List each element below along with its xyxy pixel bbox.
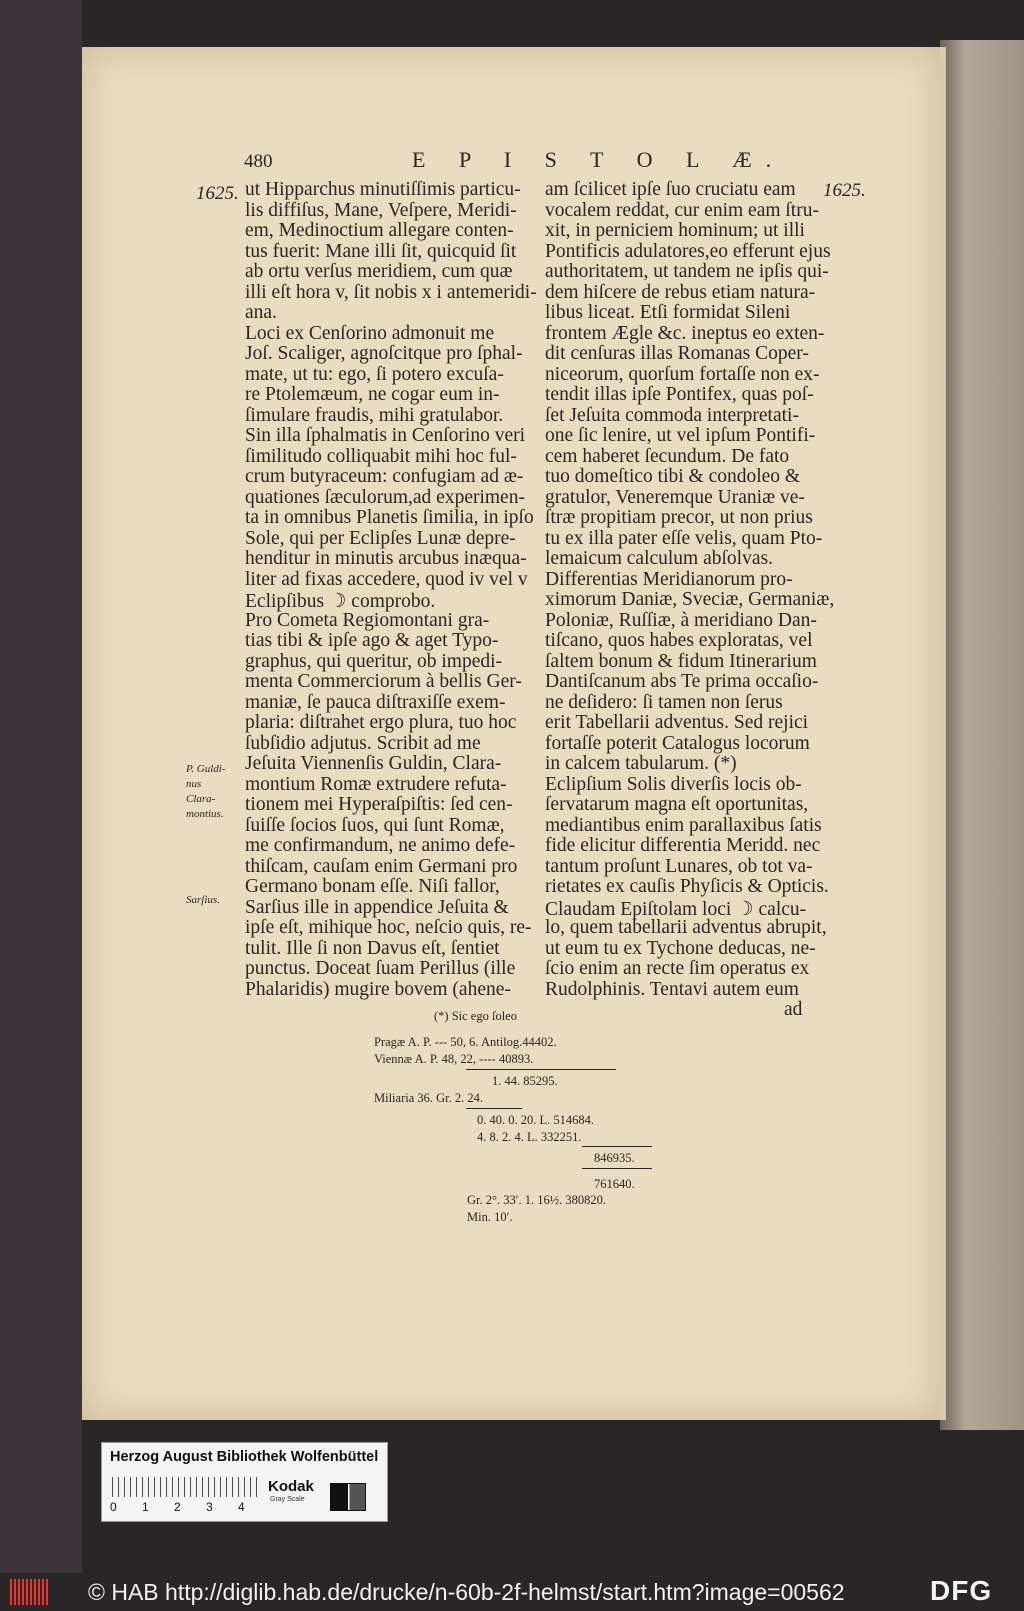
text-line: em, Medinoctium allegare conten- [245,220,514,241]
text-line: ſcio enim an recte ſim operatus ex [545,958,810,979]
text-line: Phalaridis) mugire bovem (ahene- [245,978,511,1000]
text-line: Loci ex Cenſorino admonuit me [245,322,495,344]
scan-background-left [0,0,82,1611]
text-line: am ſcilicet ipſe ſuo cruciatu eam [545,179,796,200]
table-rule [582,1146,652,1147]
text-line: Jeſuita Viennenſis Guldin, Clara- [245,753,502,774]
kodak-subtitle: Gray Scale [270,1496,305,1503]
text-line: Pro Cometa Regiomontani gra- [245,609,490,631]
text-line: tionem mei Hyperaſpiſtis: ſed cen- [245,794,513,815]
text-line: quationes ſæculorum,ad experimen- [245,486,525,508]
text-line: ut eum tu ex Tychone deducas, ne- [545,937,816,959]
text-line: tendit illas ipſe Pontifex, quas poſ- [545,384,814,405]
text-line: ab ortu verſus meridiem, cum quæ [245,261,513,282]
dfg-logo: DFG [930,1575,993,1606]
text-line: tantum proſunt Lunares, ob tot va- [545,855,813,877]
text-line: gratulor, Veneremque Uraniæ ve- [545,486,805,508]
scale-ruler [112,1477,262,1497]
text-line: liter ad fixas accedere, quod iv vel v [245,568,528,590]
text-line: erit Tabellarii adventus. Sed rejici [545,712,809,733]
text-line: vocalem reddat, cur enim eam ſtru- [545,199,819,221]
table-row: Min. 10′. [467,1210,513,1224]
text-line: rietates ex cauſis Phyſicis & Opticis. [545,876,829,897]
text-line: re Ptolemæum, ne cogar eum in- [245,384,500,405]
text-line: lis diffiſus, Mane, Veſpere, Meridi- [245,199,517,221]
library-name: Herzog August Bibliothek Wolfenbüttel [110,1449,379,1465]
footer-url[interactable]: © HAB http://diglib.hab.de/drucke/n-60b-2f-helmst/start.htm?image=00562 [88,1579,845,1605]
margin-note-sarsius: Sarſius. [186,894,220,906]
text-line: one ſic lenire, ut vel ipſum Pontifi- [545,425,816,446]
text-line: xit, in perniciem hominum; ut illi [545,220,805,241]
text-line: fide elicitur differentia Meridd. nec [545,835,821,856]
footnote-heading: (*) Sic ego ſoleo [434,1009,517,1023]
text-line: crum butyraceum: confugiam ad æ- [245,466,524,487]
table-rule [582,1168,652,1169]
text-line: tu ex illa pater eſſe velis, quam Pto- [545,527,823,549]
text-line: libus liceat. Etſi formidat Sileni [545,302,791,323]
text-line: maniæ, ſe pauca diſtraxiſſe exem- [245,691,506,713]
text-line: cem haberet ſecundum. De fato [545,445,790,467]
table-row: 761640. [594,1177,635,1191]
text-line: tias tibi & ipſe ago & aget Typo- [245,630,499,651]
text-line: Eclipſibus ☽ comprobo. [245,591,436,612]
table-row: Viennæ A. P. 48, 22, ---- 40893. [374,1052,534,1066]
text-line: tiſcano, quos habes exploratas, vel [545,630,813,651]
text-line: Sole, qui per Eclipſes Lunæ depre- [245,527,516,549]
table-row: 846935. [594,1151,635,1165]
text-line: ſervatarum magna eſt oportunitas, [545,794,809,815]
text-line: dem hiſcere de rebus etiam natura- [545,281,816,303]
kodak-brand: Kodak [268,1478,314,1495]
text-line: ſimulare fraudis, mihi gratulabor. [245,404,504,426]
book-page [82,47,946,1420]
text-line: thiſcam, cauſam enim Germani pro [245,855,518,877]
text-line: Joſ. Scaliger, agnoſcitque pro ſphal- [245,343,523,364]
table-rule [466,1069,616,1070]
text-line: ſuiſſe ſocios ſuos, qui ſunt Romæ, [245,814,505,836]
text-line: menta Commerciorum à bellis Ger- [245,671,522,692]
text-line: authoritatem, ut tandem ne ipſis qui- [545,261,829,282]
barcode-icon [10,1579,50,1605]
running-title: E P I S T O L Æ. [412,147,786,172]
text-line: punctus. Doceat ſuam Perillus (ille [245,958,516,979]
text-line: plaria: diſtrahet ergo plura, tuo hoc [245,712,517,733]
table-row: 1. 44. 85295. [492,1074,558,1088]
text-line: tulit. Ille ſi non Davus eſt, ſentiet [245,937,500,959]
year-left: 1625. [196,183,239,204]
text-line: ne deſidero: ſi tamen non ſerus [545,691,783,713]
text-line: Eclipſium Solis diverſis locis ob- [545,773,802,795]
text-line: lemaicum calculum abſolvas. [545,548,773,569]
text-line: ſaltem bonum & fidum Itinerarium [545,650,817,672]
text-line: Claudam Epiſtolam loci ☽ calcu- [545,898,807,920]
margin-note-guldinus: P. Guldi- nus Clara- montius. [186,763,226,820]
scale-numbers: 0 1 2 3 4 [110,1500,245,1514]
library-label-card [101,1442,388,1522]
text-line: montium Romæ extrudere refuta- [245,773,507,795]
text-line: ſubſidio adjutus. Scribit ad me [245,732,481,754]
text-line: ſtræ propitiam precor, ut non prius [545,507,813,528]
text-line: niceorum, quorſum fortaſſe non ex- [545,363,820,385]
text-line: ſet Jeſuita commoda interpretati- [545,404,799,426]
text-line: ximorum Daniæ, Sveciæ, Germaniæ, [545,589,835,610]
year-right: 1625. [823,180,866,201]
text-line: tuo domeſtico tibi & condoleo & [545,466,801,487]
page-number: 480 [244,151,273,172]
text-line: Pontificis adulatores,eo efferunt ejus [545,240,831,262]
text-line: ut Hipparchus minutiſſimis particu- [245,179,521,200]
gray-scale-swatch [330,1483,366,1511]
table-row: Pragæ A. P. --- 50, 6. Antilog.44402. [374,1035,557,1049]
text-line: Differentias Meridianorum pro- [545,568,793,590]
text-line: tus fuerit: Mane illi ſit, quicquid ſit [245,240,517,262]
text-line: graphus, qui queritur, ob impedi- [245,650,503,672]
text-line: ta in omnibus Planetis ſimilia, in ipſo [245,507,534,528]
text-line: illi eſt hora v, ſit nobis x i antemeridi- [245,281,537,303]
text-line: ad [784,999,803,1020]
adjacent-page-edge [940,40,1024,1430]
text-line: henditur in minutis arcubus inæqua- [245,548,527,569]
text-line: Sin illa ſphalmatis in Cenſorino veri [245,425,526,446]
text-line: in calcem tabularum. (*) [545,753,737,774]
footer-bar [0,1573,1024,1611]
text-line: Dantiſcanum abs Te prima occaſio- [545,671,819,692]
table-row: Miliaria 36. Gr. 2. 24. [374,1091,484,1105]
table-row: 0. 40. 0. 20. L. 514684. [477,1113,595,1127]
text-line: ipſe eſt, mihique hoc, neſcio quis, re- [245,917,532,938]
text-line: dit cenſuras illas Romanas Coper- [545,343,809,364]
text-line: Sarſius ille in appendice Jeſuita & [245,896,509,918]
text-line: lo, quem tabellarii adventus abrupit, [545,917,827,938]
text-line: ana. [245,302,277,323]
text-line: frontem Ægle &c. ineptus eo exten- [545,322,825,344]
text-line: Rudolphinis. Tentavi autem eum [545,978,799,1000]
text-line: me confirmandum, ne animo defe- [245,835,516,856]
text-line: Germano bonam eſſe. Niſi fallor, [245,876,500,897]
text-line: mate, ut tu: ego, ſi potero excuſa- [245,363,504,385]
table-rule [466,1108,522,1109]
text-line: ſimilitudo colliquabit mihi hoc ful- [245,445,517,467]
table-row: Gr. 2°. 33′. 1. 16½. 380820. [467,1193,606,1207]
text-line: Poloniæ, Ruſſiæ, à meridiano Dan- [545,609,817,631]
text-line: fortaſſe poterit Catalogus locorum [545,732,810,754]
table-row: 4. 8. 2. 4. L. 332251. [477,1130,582,1144]
text-line: mediantibus enim parallaxibus ſatis [545,814,822,836]
